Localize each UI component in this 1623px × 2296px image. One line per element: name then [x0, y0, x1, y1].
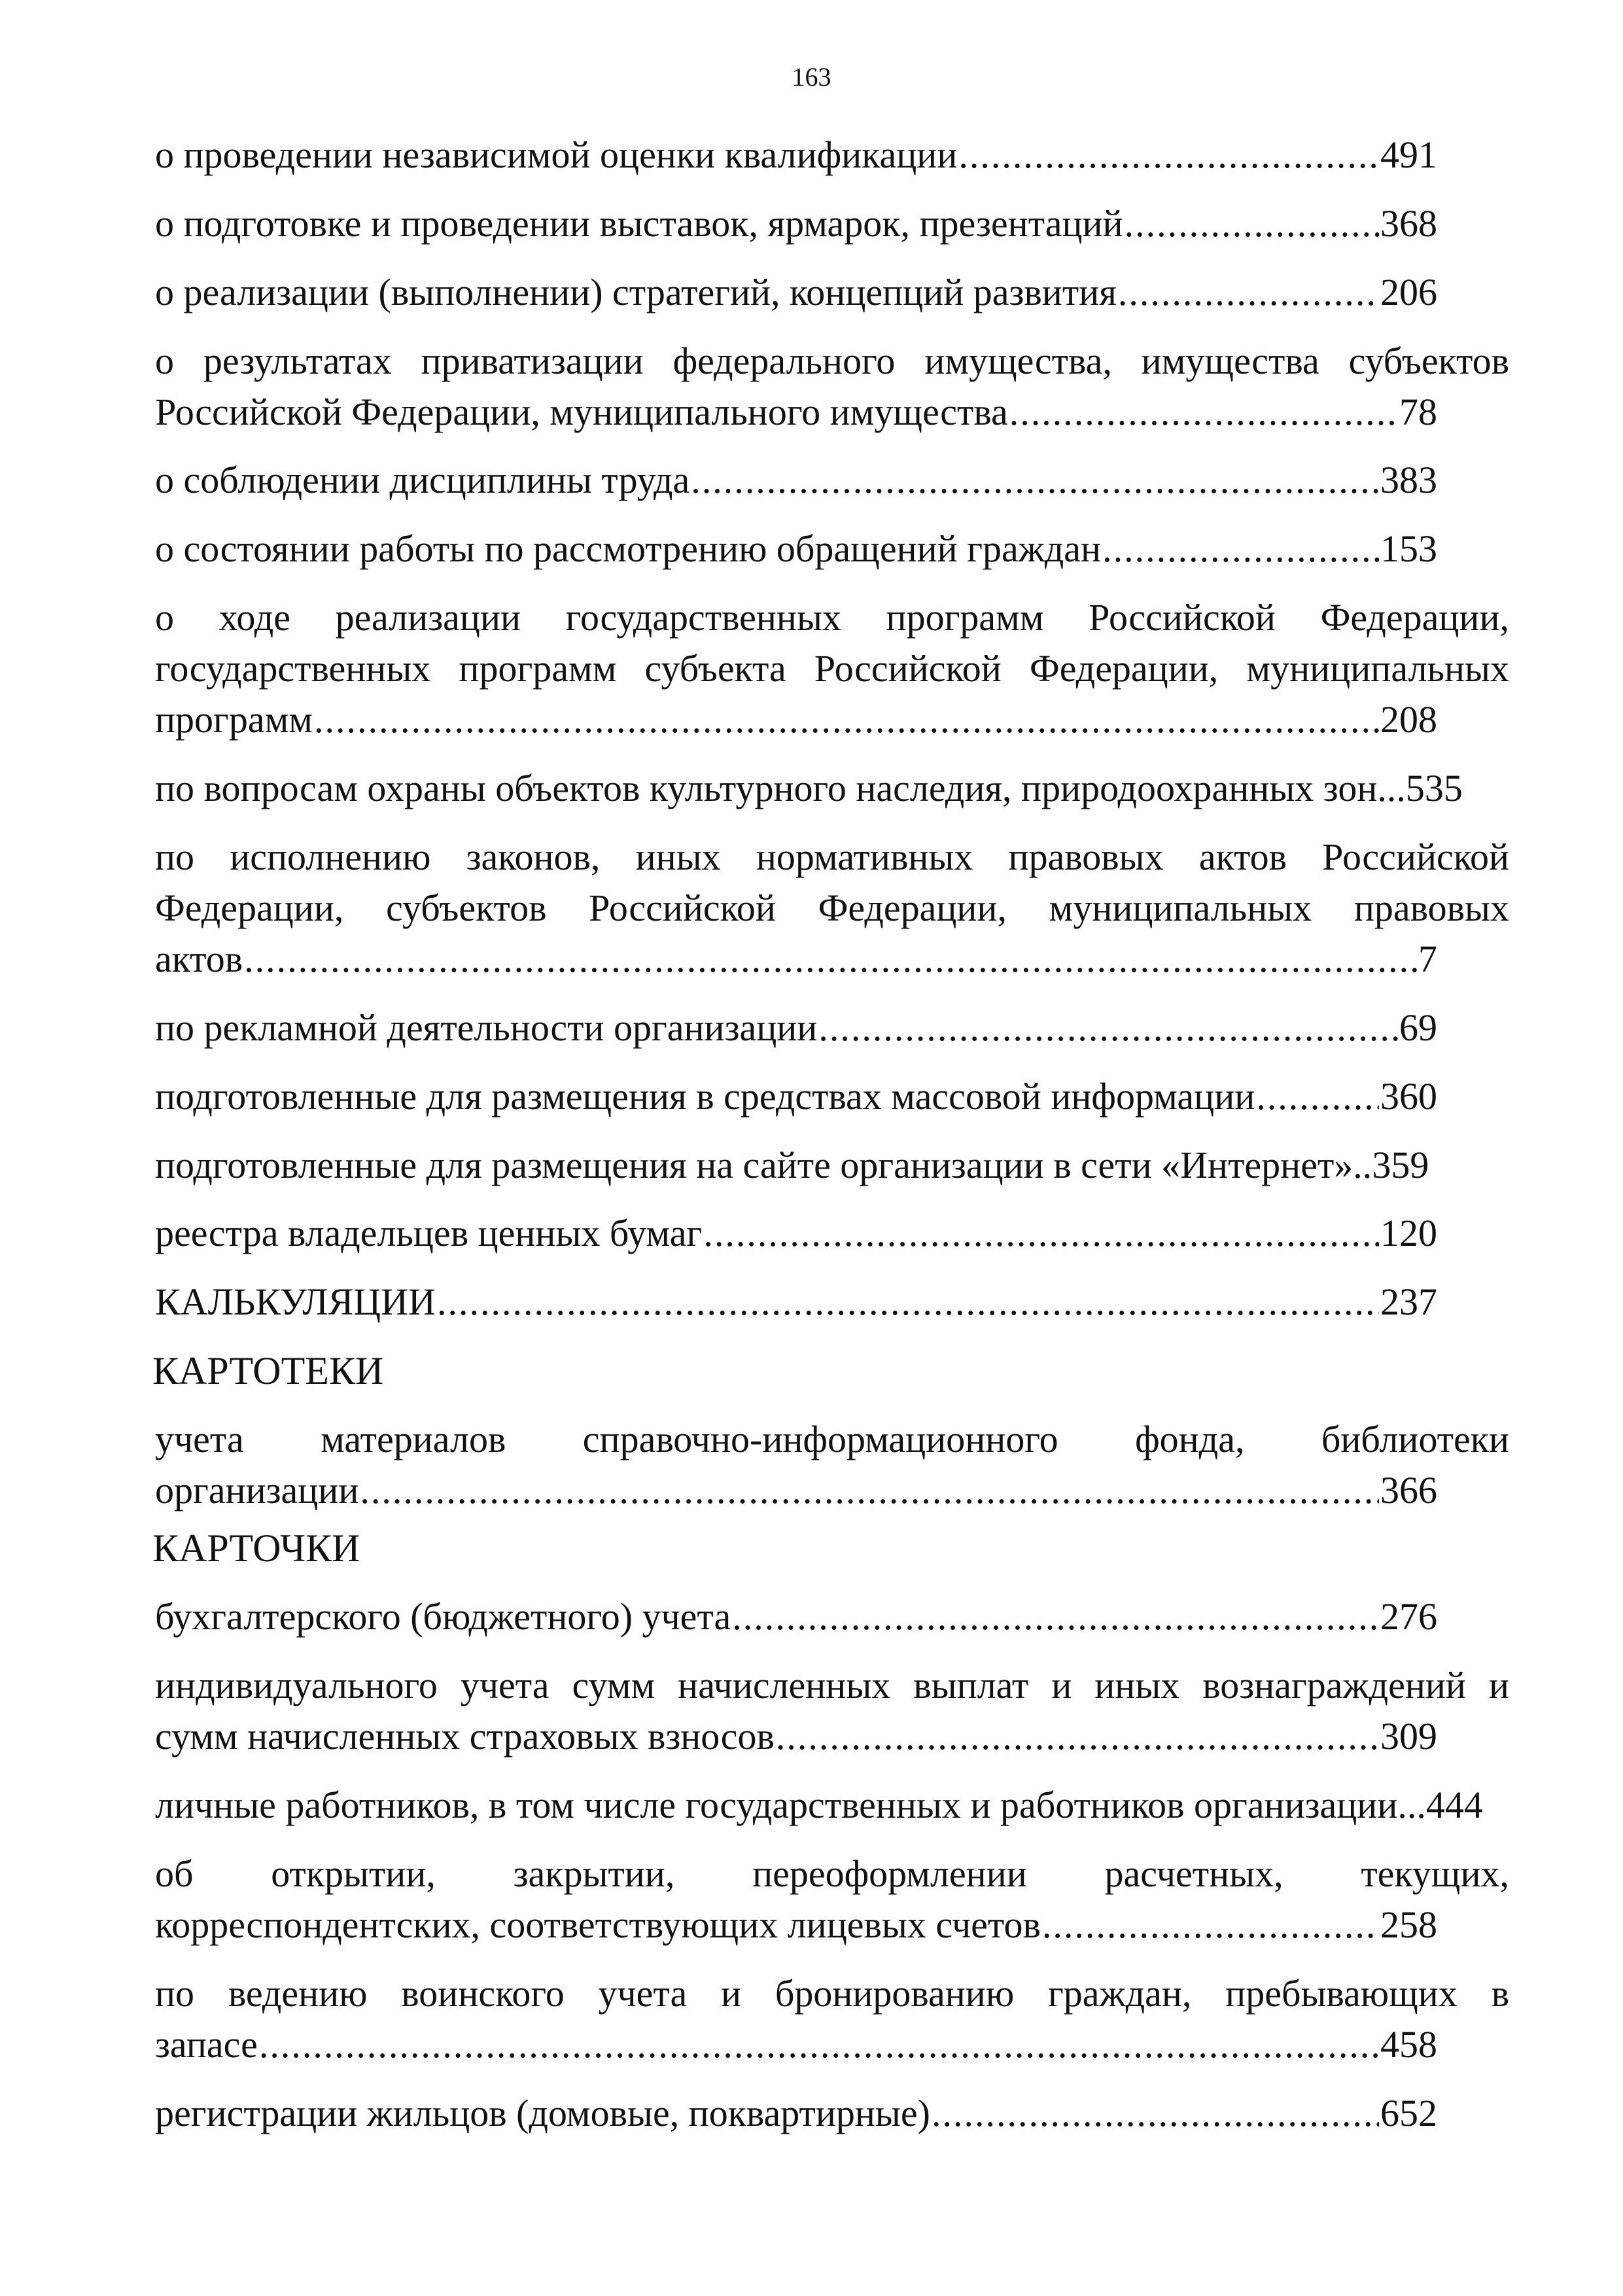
index-entry: о ходе реализации государственных программ Российской Федерации, — [155, 596, 1509, 639]
index-entry-cont: запасе ..... 458 — [155, 2019, 1437, 2070]
index-entry-cont: Федерации, субъектов Российской Федерации, муниципальных правовых — [155, 887, 1509, 929]
index-entry: о состоянии работы по рассмотрению обращений граждан ..... 153 — [155, 523, 1437, 574]
index-entry: о соблюдении дисциплины труда ..... 383 — [155, 455, 1437, 506]
index-entry: о реализации (выполнении) стратегий, концепций развития ..... 206 — [155, 267, 1437, 318]
index-entry: учета материалов справочно-информационного фонда, библиотеки — [155, 1418, 1509, 1460]
index-entry: об открытии, закрытии, переоформлении расчетных, текущих, — [155, 1852, 1509, 1895]
index-entry: подготовленные для размещения в средствах массовой информации ..... 360 — [155, 1071, 1437, 1122]
index-entry: по вопросам охраны объектов культурного наследия, природоохранных зон... 535 — [155, 767, 1463, 809]
index-entry: по ведению воинского учета и бронированию граждан, пребывающих в — [155, 1972, 1509, 2015]
index-entry-cont: организации ..... 366 — [155, 1465, 1437, 1516]
index-entry: регистрации жильцов (домовые, поквартирные) ..... 652 — [155, 2088, 1437, 2139]
index-entry: о проведении независимой оценки квалификации ..... 491 — [155, 130, 1437, 181]
index-entry-cont: актов ..... 7 — [155, 934, 1437, 985]
index-entry: индивидуального учета сумм начисленных выплат и иных вознаграждений и — [155, 1664, 1509, 1706]
index-entry: по исполнению законов, иных нормативных правовых актов Российской — [155, 836, 1509, 878]
index-entry: КАЛЬКУЛЯЦИИ ..... 237 — [155, 1277, 1437, 1328]
index-entry-cont: корреспондентских, соответствующих лицевых счетов ..... 258 — [155, 1899, 1437, 1951]
section-heading: КАРТОЧКИ — [152, 1527, 360, 1570]
index-entry: подготовленные для размещения на сайте организации в сети «Интернет».. 359 — [155, 1144, 1429, 1186]
index-entry-cont: государственных программ субъекта Российской Федерации, муниципальных — [155, 647, 1509, 690]
index-entry: бухгалтерского (бюджетного) учета ..... 276 — [155, 1591, 1437, 1642]
index-entry: по рекламной деятельности организации ..... 69 — [155, 1002, 1437, 1053]
index-entry: личные работников, в том числе государственных и работников организации... 444 — [155, 1784, 1483, 1826]
index-entry: о результатах приватизации федерального имущества, имущества субъектов — [155, 340, 1509, 382]
index-entry-cont: сумм начисленных страховых взносов ..... 309 — [155, 1711, 1437, 1762]
index-entry-cont: программ ..... 208 — [155, 694, 1437, 745]
index-entry: о подготовке и проведении выставок, ярмарок, презентаций ..... 368 — [155, 198, 1437, 249]
page-number: 163 — [792, 62, 831, 92]
section-heading: КАРТОТЕКИ — [152, 1349, 384, 1392]
index-entry: реестра владельцев ценных бумаг ..... 120 — [155, 1208, 1437, 1259]
index-entry-cont: Российской Федерации, муниципального имущества ..... 78 — [155, 387, 1437, 438]
